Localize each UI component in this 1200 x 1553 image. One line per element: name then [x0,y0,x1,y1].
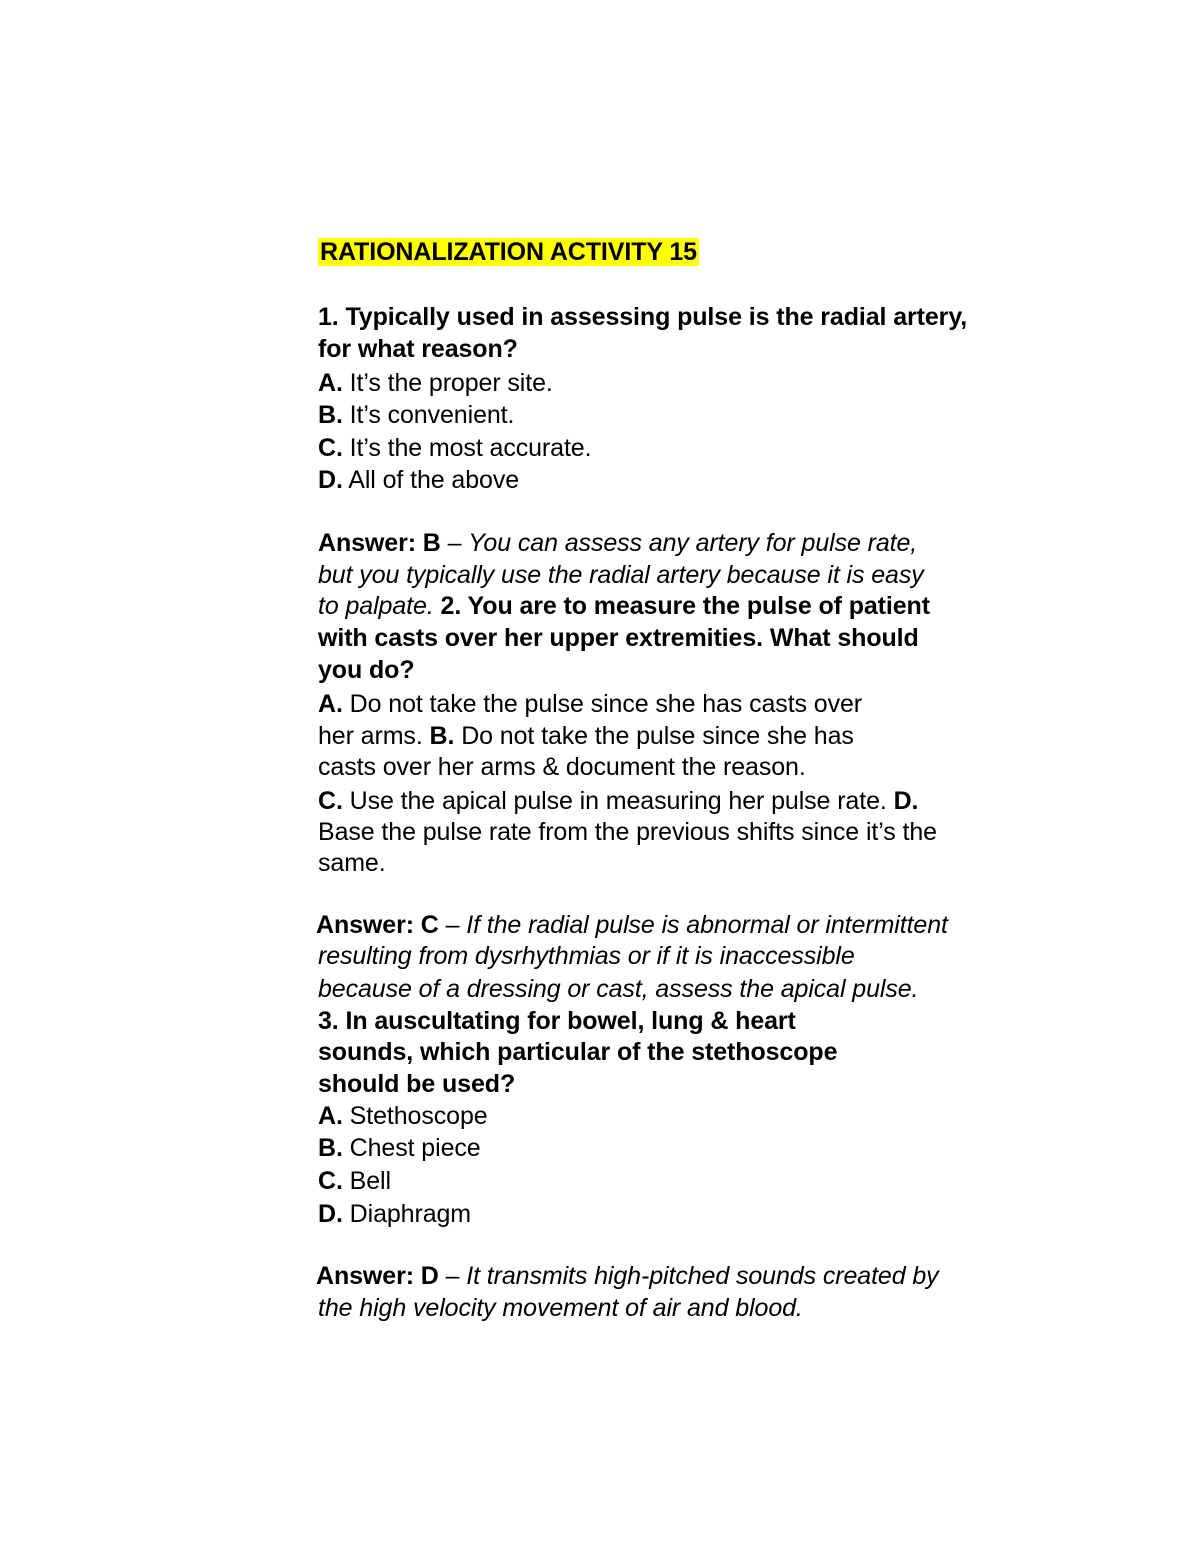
q2-explanation-2: resulting from dysrhythmias or if it is inaccessible [318,942,855,970]
q3-option-b-text: Chest piece [342,1134,481,1162]
q3-option-a-letter: A. [318,1102,343,1130]
q3-answer-label: Answer: D [316,1262,439,1290]
q2-question-line-1: 2. You are to measure the pulse of patient [433,592,930,620]
q3-explanation-2: the high velocity movement of air and blood. [318,1294,803,1322]
q1-option-c-text: It’s the most accurate. [342,434,592,462]
q2-option-b-letter: B. [429,722,455,750]
q2-option-a-text: Do not take the pulse since she has casts over [342,690,863,718]
q3-option-d-text: Diaphragm [342,1200,472,1228]
q2-answer-line-1 [316,910,948,940]
q3-option-d [318,1199,471,1229]
q1-option-d-text: All of the above [342,466,520,494]
q3-option-b-letter: B. [318,1134,343,1162]
q1-answer-dash: – [440,529,469,557]
q3-question-line-2: sounds, which particular of the stethoscope [318,1038,838,1066]
q3-option-b [318,1133,481,1163]
q1-option-d [318,465,519,495]
q1-option-c [318,433,591,463]
q2-option-b-line [318,721,854,751]
q1-answer-label: Answer: B [318,529,441,557]
q2-explanation-1: If the radial pulse is abnormal or intermittent [466,911,948,939]
q1-option-d-letter: D. [318,466,343,494]
q2-answer-dash: – [438,911,467,939]
q1-question-line-1: 1. Typically used in assessing pulse is the radial artery, [318,303,968,331]
q1-option-a [318,368,553,398]
q1-option-a-letter: A. [318,369,343,397]
q3-explanation-1: It transmits high-pitched sounds created by [466,1262,939,1290]
q2-question-line-2: with casts over her upper extremities. What should [318,624,919,652]
q2-option-a [318,689,862,719]
q1-explanation-3-line [318,591,930,621]
q3-option-c [318,1166,391,1196]
q3-question-line-3: should be used? [318,1070,516,1098]
q1-question-line-2: for what reason? [318,335,518,363]
q1-explanation-2: but you typically use the radial artery because it is easy [318,561,924,589]
q1-option-b-letter: B. [318,401,343,429]
q3-option-a-text: Stethoscope [342,1102,488,1130]
q2-option-a-text-2: her arms. [318,722,430,750]
document-title-line [318,237,699,267]
q2-option-d-text: Base the pulse rate from the previous shifts since it’s the [318,818,937,846]
q3-option-a [318,1101,488,1131]
q1-explanation-3: to palpate. [318,592,434,620]
q2-option-a-letter: A. [318,690,343,718]
q3-answer-line-1 [316,1261,939,1291]
q2-option-c-text: Use the apical pulse in measuring her pulse rate. [342,787,894,815]
q3-option-d-letter: D. [318,1200,343,1228]
q2-answer-label: Answer: C [316,911,439,939]
q2-option-b-text-2: casts over her arms & document the reason. [318,753,806,781]
q2-option-d-text-2: same. [318,849,386,877]
q2-question-line-3: you do? [318,656,415,684]
q1-option-a-text: It’s the proper site. [342,369,553,397]
q1-explanation-1: You can assess any artery for pulse rate, [468,529,918,557]
q2-explanation-3: because of a dressing or cast, assess the apical pulse. [318,975,919,1003]
q1-option-c-letter: C. [318,434,343,462]
q1-option-b-text: It’s convenient. [342,401,515,429]
q3-answer-dash: – [438,1262,467,1290]
q2-option-c-line [318,786,918,816]
q2-option-c-letter: C. [318,787,343,815]
q3-option-c-letter: C. [318,1167,343,1195]
q1-answer-line-1 [318,528,917,558]
q1-option-b [318,400,514,430]
document-title: RATIONALIZATION ACTIVITY 15 [320,238,697,266]
q3-option-c-text: Bell [342,1167,391,1195]
q2-option-d-letter: D. [893,787,919,815]
q2-option-b-text: Do not take the pulse since she has [454,722,854,750]
q3-question-line-1: 3. In auscultating for bowel, lung & heart [318,1007,796,1035]
